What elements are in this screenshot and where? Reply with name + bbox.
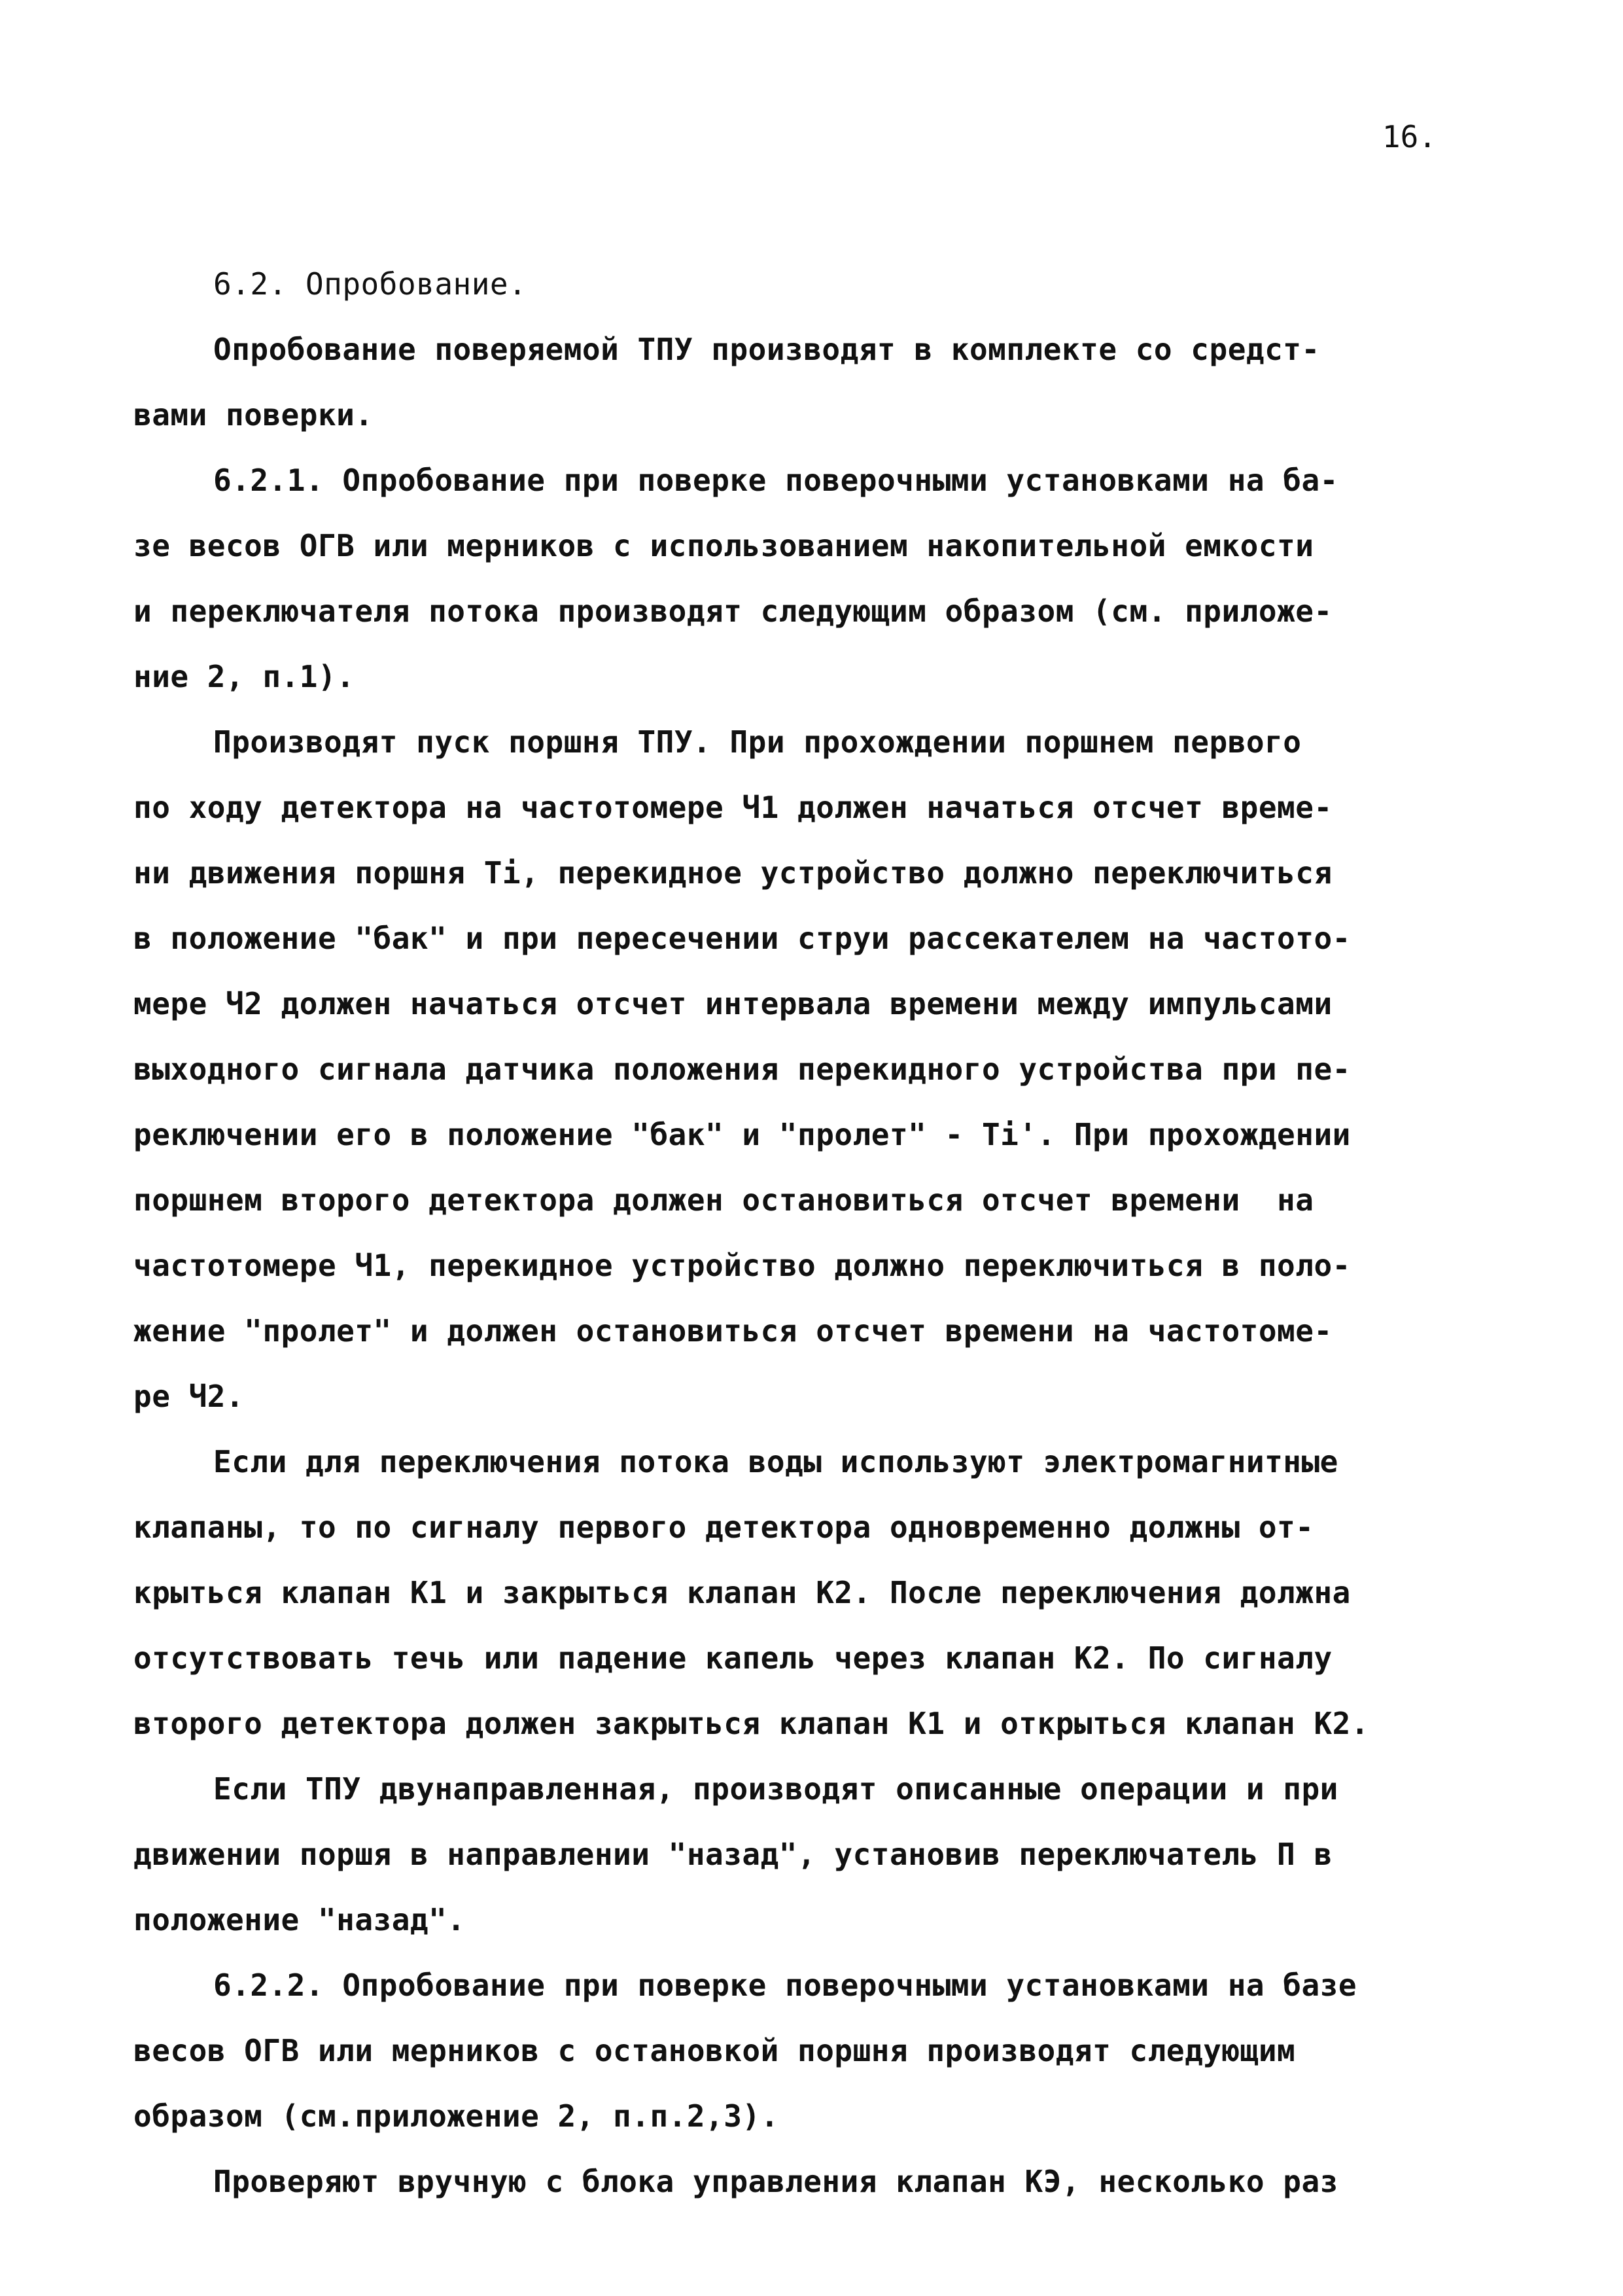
paragraph-line: вами поверки. (133, 397, 374, 433)
paragraph-line: мере Ч2 должен начаться отсчет интервала времени между импульсами (133, 986, 1333, 1021)
paragraph-line: ние 2, п.1). (133, 659, 355, 694)
paragraph-line: Если для переключения потока воды используют электромагнитные (213, 1444, 1338, 1479)
section-heading: 6.2. Опробование. (213, 266, 527, 302)
paragraph-line: весов ОГВ или мерников с остановкой поршня производят следующим (133, 2033, 1296, 2068)
paragraph-line: положение "назад". (133, 1902, 466, 1937)
paragraph-line: второго детектора должен закрыться клапан К1 и открыться клапан К2. (133, 1706, 1370, 1741)
paragraph-line: Проверяют вручную с блока управления клапан КЭ, несколько раз (213, 2164, 1338, 2199)
paragraph-line: крыться клапан К1 и закрыться клапан К2. После переключения должна (133, 1575, 1351, 1610)
paragraph-line: 6.2.2. Опробование при поверке поверочными установками на базе (213, 1968, 1357, 2003)
paragraph-line: отсутствовать течь или падение капель через клапан К2. По сигналу (133, 1640, 1333, 1676)
document-body (133, 251, 1468, 2214)
page-number: 16. (1382, 119, 1437, 154)
paragraph-line: зе весов ОГВ или мерников с использованием накопительной емкости (133, 528, 1314, 563)
paragraph-line: Опробование поверяемой ТПУ производят в комплекте со средст- (213, 332, 1320, 367)
paragraph-line: в положение "бак" и при пересечении струи рассекателем на частото- (133, 921, 1351, 956)
paragraph-line: движении поршя в направлении "назад", установив переключатель П в (133, 1837, 1333, 1872)
paragraph-line: реключении его в положение "бак" и "пролет" - Ti'. При прохождении (133, 1117, 1351, 1152)
paragraph-line: 6.2.1. Опробование при поверке поверочными установками на ба- (213, 463, 1338, 498)
paragraph-line: жение "пролет" и должен остановиться отсчет времени на частотоме- (133, 1313, 1333, 1349)
paragraph-line: по ходу детектора на частотомере Ч1 должен начаться отсчет време- (133, 790, 1333, 825)
paragraph-line: частотомере Ч1, перекидное устройство должно переключиться в поло- (133, 1248, 1351, 1283)
paragraph-line: образом (см.приложение 2, п.п.2,3). (133, 2098, 779, 2134)
paragraph-line: поршнем второго детектора должен остановиться отсчет времени на (133, 1182, 1314, 1218)
paragraph-line: и переключателя потока производят следующим образом (см. приложе- (133, 593, 1333, 629)
paragraph-line: Производят пуск поршня ТПУ. При прохождении поршнем первого (213, 724, 1302, 760)
paragraph-line: выходного сигнала датчика положения перекидного устройства при пе- (133, 1051, 1351, 1087)
paragraph-line: ни движения поршня Ti, перекидное устройство должно переключиться (133, 855, 1333, 891)
paragraph-line: ре Ч2. (133, 1379, 245, 1414)
paragraph-line: клапаны, то по сигналу первого детектора одновременно должны от- (133, 1510, 1314, 1545)
paragraph-line: Если ТПУ двунаправленная, производят описанные операции и при (213, 1771, 1338, 1807)
